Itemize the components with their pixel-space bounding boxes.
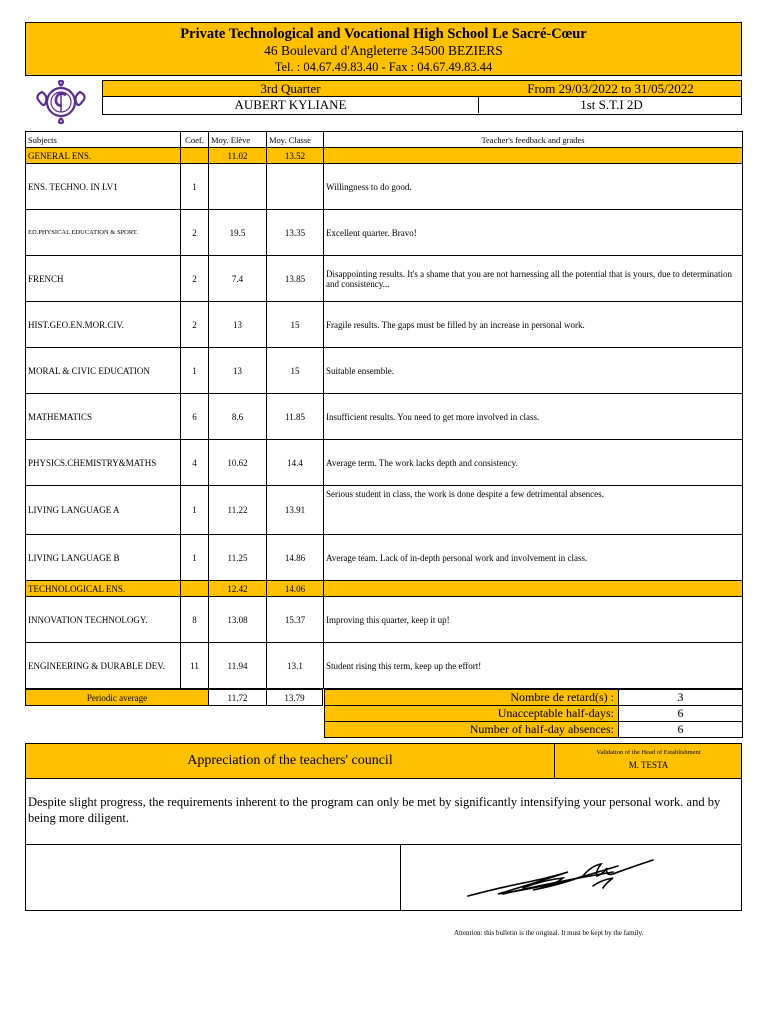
- student-grade: 8.6: [209, 394, 267, 440]
- attendance-row: [325, 706, 743, 722]
- feedback: Average team. Lack of in-depth personal work and involvement in class.: [324, 535, 743, 581]
- coef: 1: [181, 348, 209, 394]
- feedback: Willingness to do good.: [324, 164, 743, 210]
- feedback: Average term. The work lacks depth and consistency.: [324, 440, 743, 486]
- school-contact: Tel. : 04.67.49.83.40 - Fax : 04.67.49.83.44: [274, 60, 493, 74]
- table-row: [26, 597, 743, 643]
- class-grade: 14.86: [267, 535, 324, 581]
- subject-name: MORAL & CIVIC EDUCATION: [26, 348, 181, 394]
- subject-name: ENS. TECHNO. IN LV1: [26, 164, 181, 210]
- subject-name: MATHEMATICS: [26, 394, 181, 440]
- periodic-average-class: 13.79: [267, 690, 323, 706]
- feedback: Disappointing results. It's a shame that you are not harnessing all the potential that is yours, due to determination and consistency...: [324, 256, 743, 302]
- section-name: GENERAL ENS.: [26, 148, 181, 164]
- head-name: M. TESTA: [628, 760, 669, 770]
- student-grade: 10.62: [209, 440, 267, 486]
- section-row: [26, 581, 743, 597]
- attendance-label: Nombre de retard(s) :: [325, 690, 619, 706]
- coef: 1: [181, 164, 209, 210]
- class-grade: 13.35: [267, 210, 324, 256]
- section-student-avg: 11.02: [209, 148, 267, 164]
- student-name: AUBERT KYLIANE: [234, 97, 347, 112]
- attendance-value: 3: [619, 690, 743, 706]
- student-grade: 19.5: [209, 210, 267, 256]
- header-subjects: Subjects: [26, 132, 181, 148]
- section-class-avg: 14.06: [267, 581, 324, 597]
- feedback: Excellent quarter. Bravo!: [324, 210, 743, 256]
- class-grade: 13.85: [267, 256, 324, 302]
- coef: 2: [181, 210, 209, 256]
- coef: 2: [181, 256, 209, 302]
- feedback: Fragile results. The gaps must be filled by an increase in personal work.: [324, 302, 743, 348]
- header-feedback: Teacher's feedback and grades: [324, 132, 743, 148]
- council-title: Appreciation of the teachers' council: [187, 753, 393, 768]
- validation-box: [554, 744, 742, 778]
- coef: 2: [181, 302, 209, 348]
- attendance-row: [325, 690, 743, 706]
- validation-label: Validation of the Head of Establishment: [596, 749, 701, 756]
- quarter-label: 3rd Quarter: [260, 81, 321, 96]
- attendance-value: 6: [619, 706, 743, 722]
- student-grade: 11.25: [209, 535, 267, 581]
- attendance-value: 6: [619, 722, 743, 738]
- attendance-row: [325, 722, 743, 738]
- table-row: [26, 210, 743, 256]
- signature: [463, 858, 663, 902]
- school-logo: [32, 80, 90, 124]
- periodic-average-student: 11.72: [209, 690, 267, 706]
- section-student-avg: 12.42: [209, 581, 267, 597]
- student-class: 1st S.T.I 2D: [478, 97, 744, 113]
- divider: [400, 845, 401, 911]
- coef: 1: [181, 486, 209, 535]
- student-grade: 11.22: [209, 486, 267, 535]
- school-name: Private Technological and Vocational High School Le Sacré-Cœur: [180, 26, 587, 42]
- table-row: [26, 164, 743, 210]
- subject-name: LIVING LANGUAGE A: [26, 486, 181, 535]
- student-grade: 13: [209, 302, 267, 348]
- subject-name: LIVING LANGUAGE B: [26, 535, 181, 581]
- coef: 6: [181, 394, 209, 440]
- table-row: [26, 394, 743, 440]
- class-grade: 14.4: [267, 440, 324, 486]
- grades-table: [25, 131, 743, 689]
- feedback: Student rising this term, keep up the effort!: [324, 643, 743, 689]
- feedback: Improving this quarter, keep it up!: [324, 597, 743, 643]
- section-row: [26, 148, 743, 164]
- class-grade: 15: [267, 348, 324, 394]
- table-row: [26, 256, 743, 302]
- class-grade: 15.37: [267, 597, 324, 643]
- class-grade: 11.85: [267, 394, 324, 440]
- period-bar: [102, 80, 742, 97]
- table-row: [26, 440, 743, 486]
- coef: 11: [181, 643, 209, 689]
- coef: 1: [181, 535, 209, 581]
- header-coef: Coef.: [181, 132, 209, 148]
- student-grade: 13: [209, 348, 267, 394]
- feedback: Suitable ensemble.: [324, 348, 743, 394]
- periodic-average: [25, 689, 323, 706]
- council-appreciation: Despite slight progress, the requirements inherent to the program can only be met by significantly intensifying your personal work. and by being more diligent.: [28, 795, 721, 825]
- school-header: [25, 22, 742, 76]
- student-grade: 11.94: [209, 643, 267, 689]
- student-grade: 13.08: [209, 597, 267, 643]
- table-header-row: [26, 132, 743, 148]
- table-row: [26, 486, 743, 535]
- period-dates: From 29/03/2022 to 31/05/2022: [527, 81, 694, 96]
- section-class-avg: 13.52: [267, 148, 324, 164]
- feedback: Insufficient results. You need to get more involved in class.: [324, 394, 743, 440]
- council-header: [26, 744, 741, 779]
- subject-name: HIST.GEO.EN.MOR.CIV.: [26, 302, 181, 348]
- student-grade: 7.4: [209, 256, 267, 302]
- subject-name: ED.PHYSICAL EDUCATION & SPORT.: [26, 210, 181, 256]
- coef: 8: [181, 597, 209, 643]
- subject-name: ENGINEERING & DURABLE DEV.: [26, 643, 181, 689]
- attendance-table: [324, 689, 743, 738]
- class-grade: 13.1: [267, 643, 324, 689]
- class-grade: [267, 164, 324, 210]
- class-grade: 13.91: [267, 486, 324, 535]
- table-row: [26, 535, 743, 581]
- subject-name: INNOVATION TECHNOLOGY.: [26, 597, 181, 643]
- school-address: 46 Boulevard d'Angleterre 34500 BEZIERS: [264, 43, 503, 58]
- subject-name: FRENCH: [26, 256, 181, 302]
- header-moy-eleve: Moy. Elève: [209, 132, 267, 148]
- class-grade: 15: [267, 302, 324, 348]
- attendance-label: Number of half-day absences:: [325, 722, 619, 738]
- table-row: [26, 302, 743, 348]
- header-moy-classe: Moy. Classe: [267, 132, 324, 148]
- coef: 4: [181, 440, 209, 486]
- student-bar: [102, 97, 742, 115]
- table-row: [26, 348, 743, 394]
- table-row: [26, 643, 743, 689]
- student-grade: [209, 164, 267, 210]
- subject-name: PHYSICS.CHEMISTRY&MATHS: [26, 440, 181, 486]
- section-name: TECHNOLOGICAL ENS.: [26, 581, 181, 597]
- attendance-label: Unacceptable half-days:: [325, 706, 619, 722]
- feedback: Serious student in class, the work is done despite a few detrimental absences.: [324, 486, 743, 535]
- footer-note: Attention: this bulletin is the original. It must be kept by the family.: [454, 929, 644, 937]
- periodic-average-label: Periodic average: [26, 690, 209, 706]
